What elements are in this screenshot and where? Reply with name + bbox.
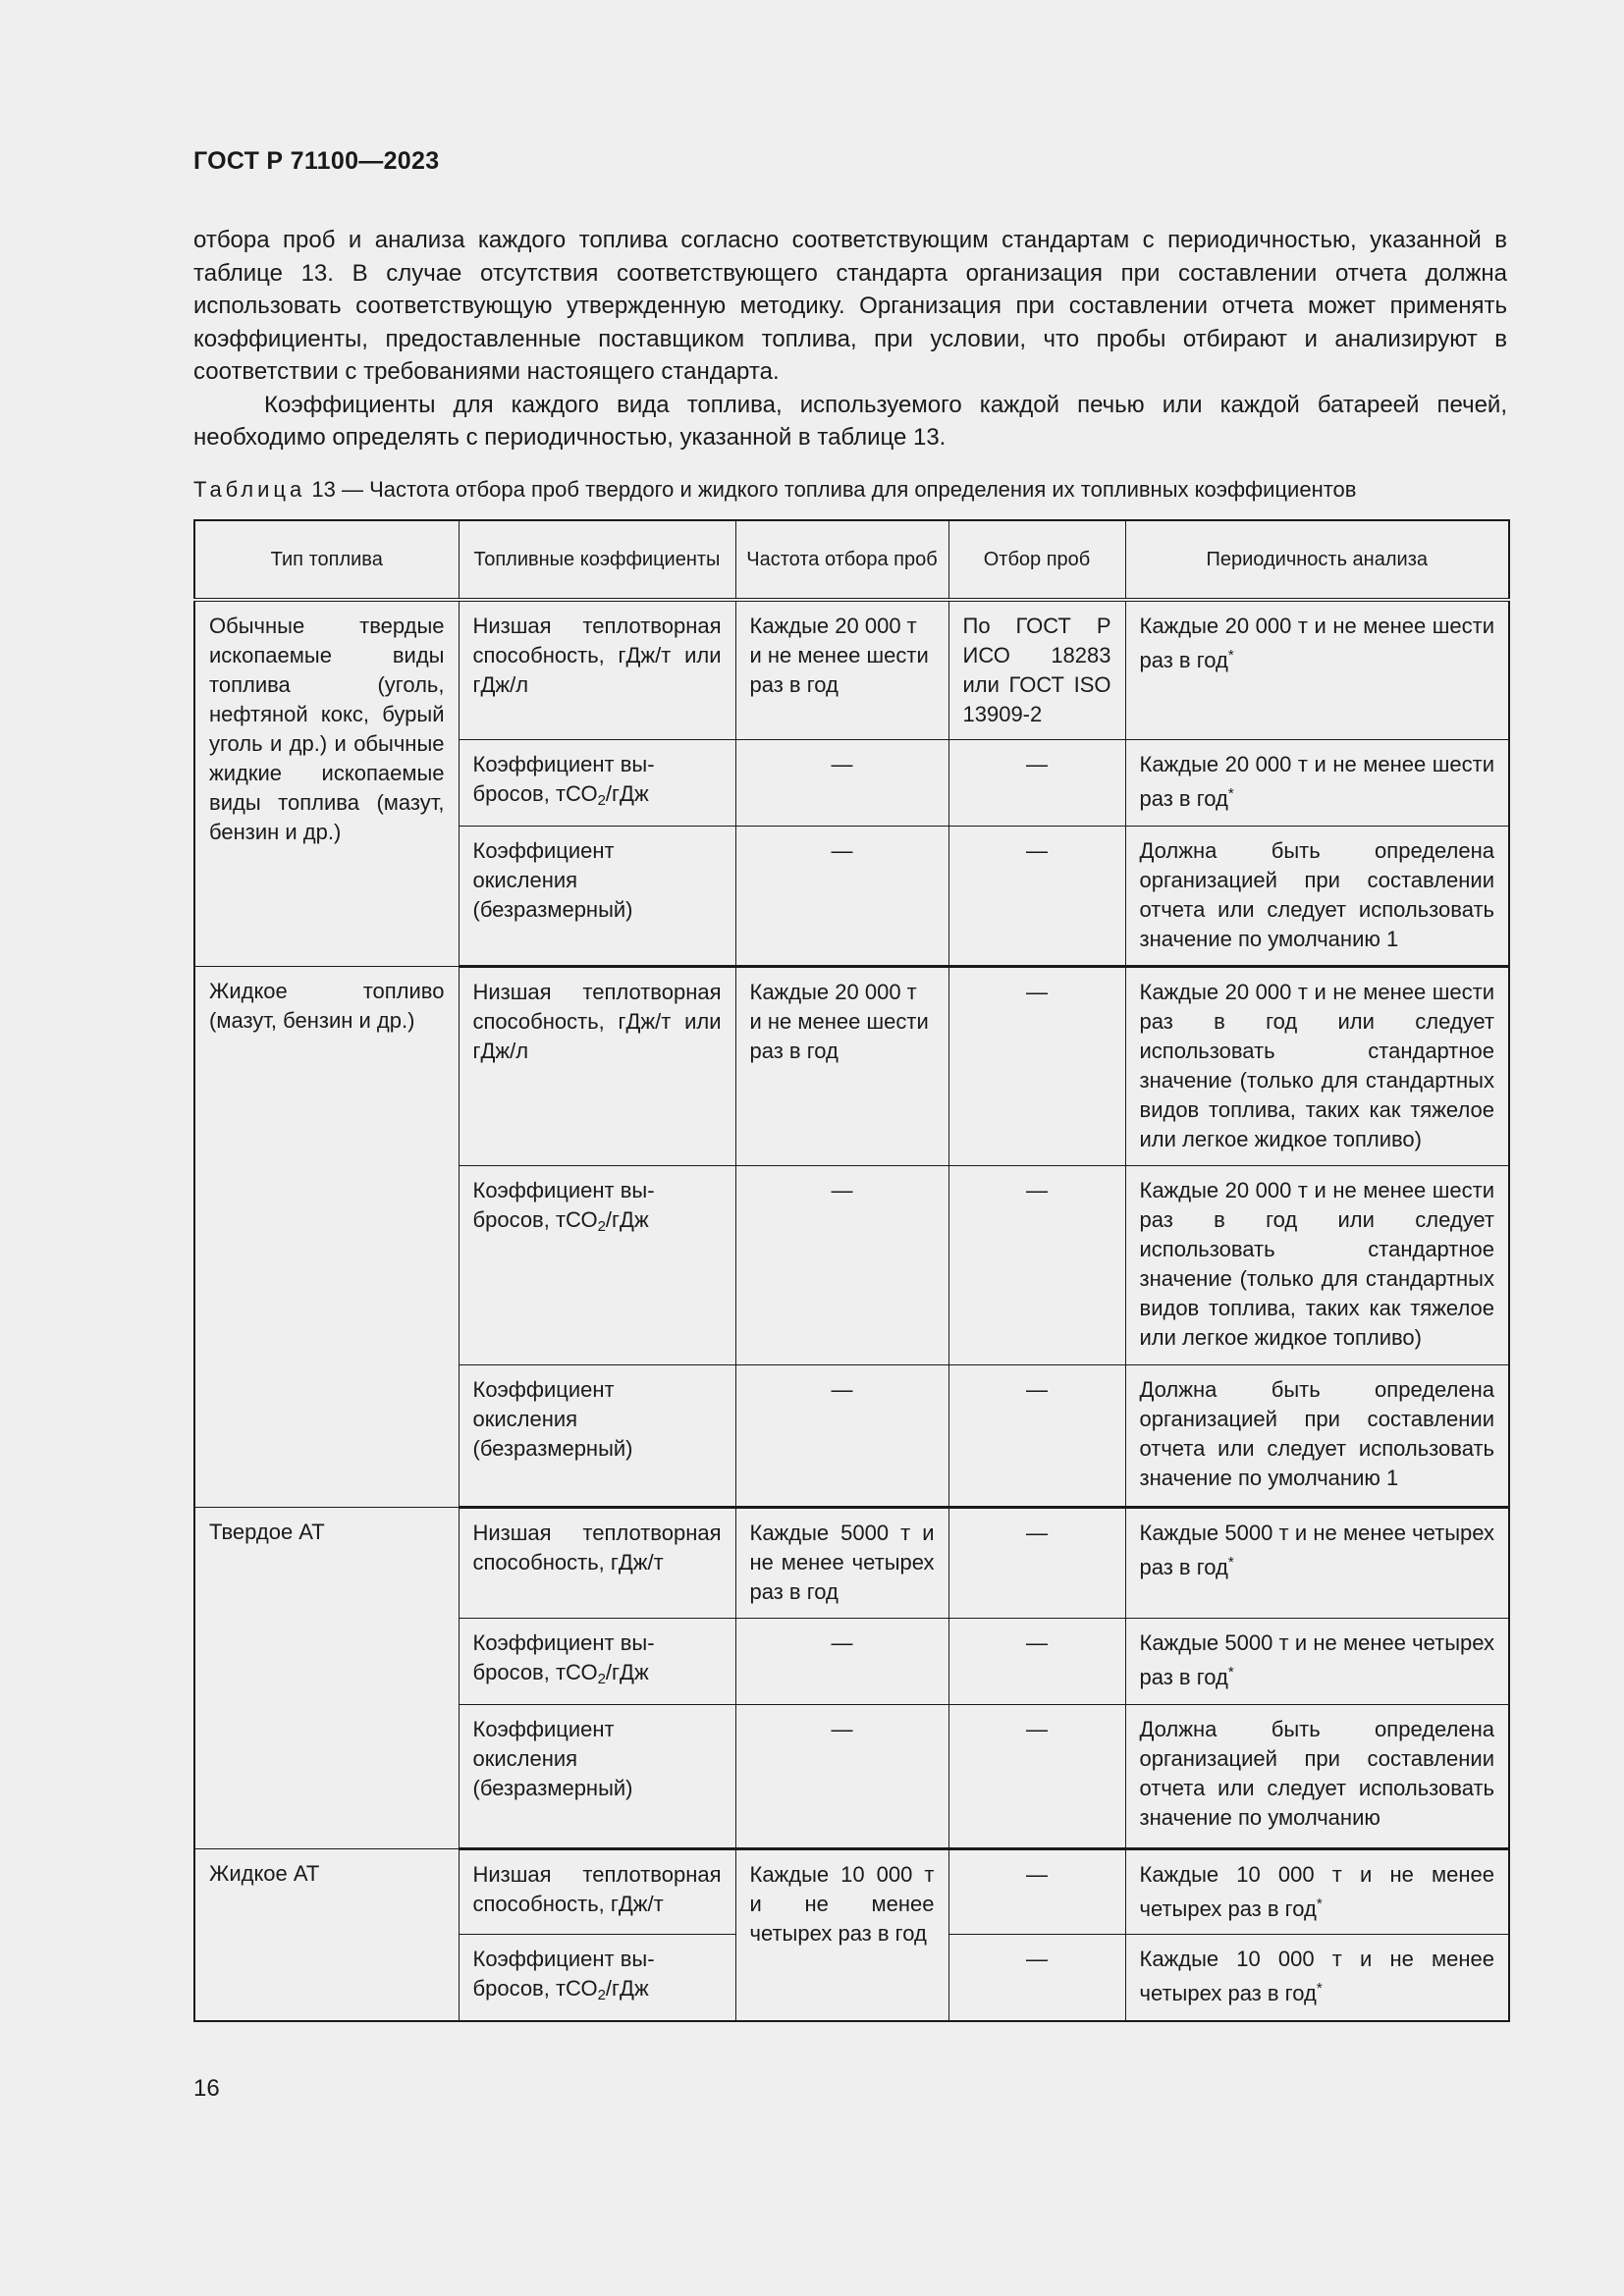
period-cell xyxy=(1125,600,1509,740)
period-cell xyxy=(1125,740,1509,827)
co2-suffix: /гДж xyxy=(605,1207,649,1232)
footnote-mark: * xyxy=(1227,1664,1234,1681)
footnote-mark: * xyxy=(1316,1980,1323,1997)
sampling-cell: — xyxy=(948,967,1125,1166)
header-sampling-frequency: Частота отбора проб xyxy=(735,520,948,600)
co2-prefix: бросов, тСО xyxy=(472,781,598,806)
sampling-cell: — xyxy=(948,1365,1125,1508)
coefficient-cell: Низшая теплотворная способность, гДж/т или гДж/л xyxy=(459,600,735,740)
coefficient-cell: Коэффициент окисления (безразмерный) xyxy=(459,1365,735,1508)
frequency-cell: — xyxy=(735,827,948,967)
period-text: Каждые 20 000 т и не менее шести раз в год xyxy=(1139,614,1494,672)
coefficient-cell xyxy=(459,1166,735,1365)
frequency-cell: Каждые 20 000 т и не менее шести раз в год xyxy=(735,967,948,1166)
period-cell: Должна быть определена организацией при составлении отчета или следует использовать значение по умолчанию 1 xyxy=(1125,827,1509,967)
period-text: Каждые 5000 т и не менее четырех раз в год xyxy=(1139,1630,1494,1689)
frequency-cell: — xyxy=(735,1166,948,1365)
fuel-type-cell: Жидкое АТ xyxy=(194,1849,459,2022)
paragraph-1: отбора проб и анализа каждого топлива согласно соответствующим стандартам с периодичностью, указанной в таблице 13. В случае отсутствия соответствующего стандарта организация при составлении отчета должна использовать соответствующую утвержденную методику. Организация при составлении отчета может применять коэффициенты, предоставленные поставщиком топлива, при условии, что пробы отбирают и анализируют в соответствии с требованиями настоящего стандарта. xyxy=(193,227,1507,385)
sampling-cell: — xyxy=(948,1508,1125,1619)
coef-text: Коэффициент вы- xyxy=(472,1178,655,1202)
frequency-cell: Каждые 10 000 т и не менее четырех раз в год xyxy=(735,1849,948,2022)
co2-subscript: 2 xyxy=(597,1987,606,2003)
frequency-cell: — xyxy=(735,1619,948,1705)
fuel-type-cell: Твердое АТ xyxy=(194,1508,459,1849)
sampling-cell: — xyxy=(948,740,1125,827)
co2-subscript: 2 xyxy=(597,1218,606,1235)
coefficient-cell: Коэффициент окисления (безразмерный) xyxy=(459,827,735,967)
period-text: Каждые 10 000 т и не менее четырех раз в год xyxy=(1139,1862,1494,1921)
co2-suffix: /гДж xyxy=(605,1660,649,1684)
table-caption-label: Таблица xyxy=(193,477,306,502)
coefficient-cell: Низшая теплотворная способность, гДж/т xyxy=(459,1849,735,1935)
footnote-mark: * xyxy=(1316,1896,1323,1912)
co2-suffix: /гДж xyxy=(605,1976,649,2001)
sampling-cell: — xyxy=(948,1619,1125,1705)
frequency-cell: — xyxy=(735,740,948,827)
table-caption-text: 13 — Частота отбора проб твердого и жидкого топлива для определения их топливных коэффициентов xyxy=(305,477,1357,502)
period-cell: Каждые 20 000 т и не менее шести раз в год или следует использовать стандартное значение (только для стандартных видов топлива, таких как тяжелое или легкое жидкое топливо) xyxy=(1125,1166,1509,1365)
body-text xyxy=(193,224,1507,454)
period-cell xyxy=(1125,1508,1509,1619)
footnote-mark: * xyxy=(1227,647,1234,664)
header-sampling: Отбор проб xyxy=(948,520,1125,600)
document-header: ГОСТ Р 71100—2023 xyxy=(193,147,440,175)
footnote-mark: * xyxy=(1227,785,1234,802)
period-text: Каждые 20 000 т и не менее шести раз в год xyxy=(1139,752,1494,811)
footnote-mark: * xyxy=(1227,1554,1234,1571)
period-cell: Должна быть определена организацией при составлении отчета или следует использовать значение по умолчанию xyxy=(1125,1705,1509,1849)
table-row xyxy=(194,967,1509,1166)
period-cell xyxy=(1125,1849,1509,1935)
table-header-row xyxy=(194,520,1509,600)
page-number: 16 xyxy=(193,2075,220,2102)
coefficient-cell xyxy=(459,740,735,827)
sampling-cell: По ГОСТ Р ИСО 18283 или ГОСТ ISO 13909-2 xyxy=(948,600,1125,740)
period-text: Каждые 10 000 т и не менее четырех раз в год xyxy=(1139,1947,1494,2005)
frequency-cell: — xyxy=(735,1365,948,1508)
fuel-sampling-table xyxy=(193,519,1510,2022)
frequency-cell: Каждые 20 000 т и не менее шести раз в год xyxy=(735,600,948,740)
co2-subscript: 2 xyxy=(597,792,606,809)
header-analysis-periodicity: Периодичность анализа xyxy=(1125,520,1509,600)
table-caption xyxy=(193,477,1509,503)
coef-text: Коэффициент вы- xyxy=(472,752,655,776)
period-cell: Каждые 20 000 т и не менее шести раз в год или следует использовать стандартное значение (только для стандартных видов топлива, таких как тяжелое или легкое жидкое топливо) xyxy=(1125,967,1509,1166)
sampling-cell: — xyxy=(948,1935,1125,2022)
co2-subscript: 2 xyxy=(597,1671,606,1687)
period-text: Каждые 5000 т и не менее четырех раз в год xyxy=(1139,1521,1494,1579)
co2-prefix: бросов, тСО xyxy=(472,1976,598,2001)
fuel-type-cell: Жидкое топливо (мазут, бензин и др.) xyxy=(194,967,459,1508)
sampling-cell: — xyxy=(948,1849,1125,1935)
co2-suffix: /гДж xyxy=(605,781,649,806)
frequency-cell: — xyxy=(735,1705,948,1849)
period-cell: Должна быть определена организацией при составлении отчета или следует использовать значение по умолчанию 1 xyxy=(1125,1365,1509,1508)
period-cell xyxy=(1125,1619,1509,1705)
sampling-cell: — xyxy=(948,1166,1125,1365)
table-row xyxy=(194,600,1509,740)
coefficient-cell xyxy=(459,1935,735,2022)
coef-text: Коэффициент вы- xyxy=(472,1630,655,1655)
coef-text: Коэффициент вы- xyxy=(472,1947,655,1971)
table-row xyxy=(194,1849,1509,1935)
co2-prefix: бросов, тСО xyxy=(472,1207,598,1232)
period-cell xyxy=(1125,1935,1509,2022)
coefficient-cell: Низшая теплотворная способность, гДж/т xyxy=(459,1508,735,1619)
coefficient-cell: Коэффициент окисления (безразмерный) xyxy=(459,1705,735,1849)
sampling-cell: — xyxy=(948,827,1125,967)
sampling-cell: — xyxy=(948,1705,1125,1849)
paragraph-2: Коэффициенты для каждого вида топлива, используемого каждой печью или каждой батареей печей, необходимо определять с периодичностью, указанной в таблице 13. xyxy=(193,391,1507,451)
header-coefficients: Топливные коэффициенты xyxy=(459,520,735,600)
fuel-type-cell: Обычные твердые ископаемые виды топлива (уголь, нефтяной кокс, бурый уголь и др.) и обычные жидкие ископаемые виды топлива (мазут, бензин и др.) xyxy=(194,600,459,967)
frequency-cell: Каждые 5000 т и не менее четырех раз в год xyxy=(735,1508,948,1619)
coefficient-cell: Низшая теплотворная способность, гДж/т или гДж/л xyxy=(459,967,735,1166)
coefficient-cell xyxy=(459,1619,735,1705)
header-fuel-type: Тип топлива xyxy=(194,520,459,600)
co2-prefix: бросов, тСО xyxy=(472,1660,598,1684)
table-row xyxy=(194,1508,1509,1619)
